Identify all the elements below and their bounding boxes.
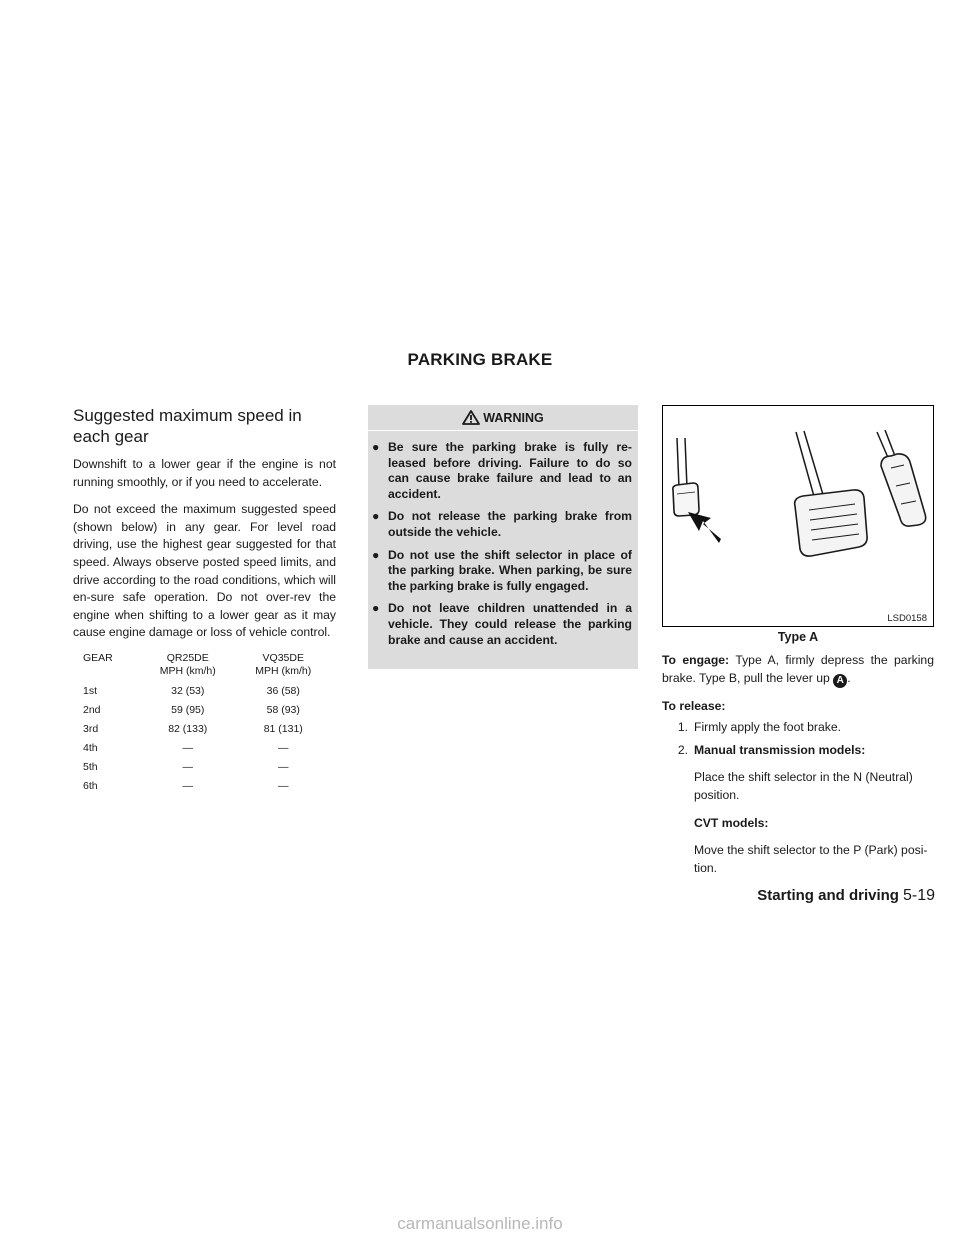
release-label: To release: [662,698,726,713]
col-header-vq35de: VQ35DE MPH (km/h) [255,651,312,677]
table-row: 3rd 82 (133) 81 (131) [83,723,303,736]
watermark: carmanualsonline.info [397,1214,563,1233]
bullet-icon: ● [372,601,380,616]
col-header-gear: GEAR [83,651,113,664]
page-footer [757,887,935,905]
engage-label: To engage: [662,653,730,667]
bullet-icon: ● [372,547,380,562]
figure-code: LSD0158 [887,613,927,624]
cvt-text: Move the shift selector to the P (Park) posi-tion. [694,843,928,875]
list-item: 2. Manual transmission models: Place the shift selector in the N (Neutral) position. CVT models: Move the shift selector to the P (Park) posi-tion. [662,742,934,888]
warning-header [368,405,638,431]
warning-title: WARNING [483,410,544,425]
bullet-icon: ● [372,440,380,454]
table-row: 1st 32 (53) 36 (58) [83,685,300,698]
table-row: 6th — — [83,780,289,793]
section-heading: PARKING BRAKE [407,350,553,369]
parking-brake-figure [662,405,934,627]
left-column [73,405,336,796]
paragraph-max-speed: Do not exceed the maximum suggested speed (shown below) in any gear. For level road driving, use the highest gear suggested for that speed. Always observe posted speed limits, and drive according to the road conditions, which will en-sure safe operation. Do not over-rev the engine when shifting to a lower gear as it may cause engine damage or loss of vehicle control. [73,502,336,640]
figure-caption: Type A [777,630,819,644]
footer-section: Starting and driving [757,887,899,904]
table-row: 4th — — [83,742,289,755]
pedal-illustration [663,406,933,626]
list-item: ● Be sure the parking brake is fully re-leased before driving. Failure to do so can cause brake failure and lead to an accident. [372,440,632,501]
speed-heading: Suggested maximum speed in each gear [73,406,302,446]
manual-transmission-label: Manual transmission models: [694,742,866,757]
warning-box [368,405,638,669]
list-item: ● Do not use the shift selector in place of the parking brake. When parking, be sure the parking brake is fully engaged. [372,547,632,593]
warning-triangle-icon [462,410,480,425]
right-column [662,405,934,887]
callout-a-icon: A [833,674,847,688]
engage-paragraph: To engage: Type A, firmly depress the parking brake. Type B, pull the lever up A . [662,653,934,686]
col-header-qr25de: QR25DE MPH (km/h) [159,651,216,677]
warning-list [368,440,638,648]
bullet-icon: ● [372,509,380,524]
cvt-label: CVT models: [694,815,769,830]
table-row: 2nd 59 (95) 58 (93) [83,704,300,717]
list-item: ● Do not release the parking brake from outside the vehicle. [372,509,632,539]
speed-table [73,652,331,796]
engage-text: Type A, firmly depress the parking brake. Type B, pull the lever up [662,653,934,685]
middle-column [368,405,638,669]
paragraph-downshift: Downshift to a lower gear if the engine is not running smoothly, or if you need to accelerate. [73,457,336,489]
list-item: ● Do not leave children unattended in a vehicle. They could release the parking brake and cause an accident. [372,601,632,647]
list-item: 1. Firmly apply the foot brake. [677,720,841,735]
manual-transmission-text: Place the shift selector in the N (Neutral) position. [694,770,913,802]
table-header-row [73,652,331,682]
table-row: 5th — — [83,761,289,774]
page-number: 5-19 [902,887,935,904]
